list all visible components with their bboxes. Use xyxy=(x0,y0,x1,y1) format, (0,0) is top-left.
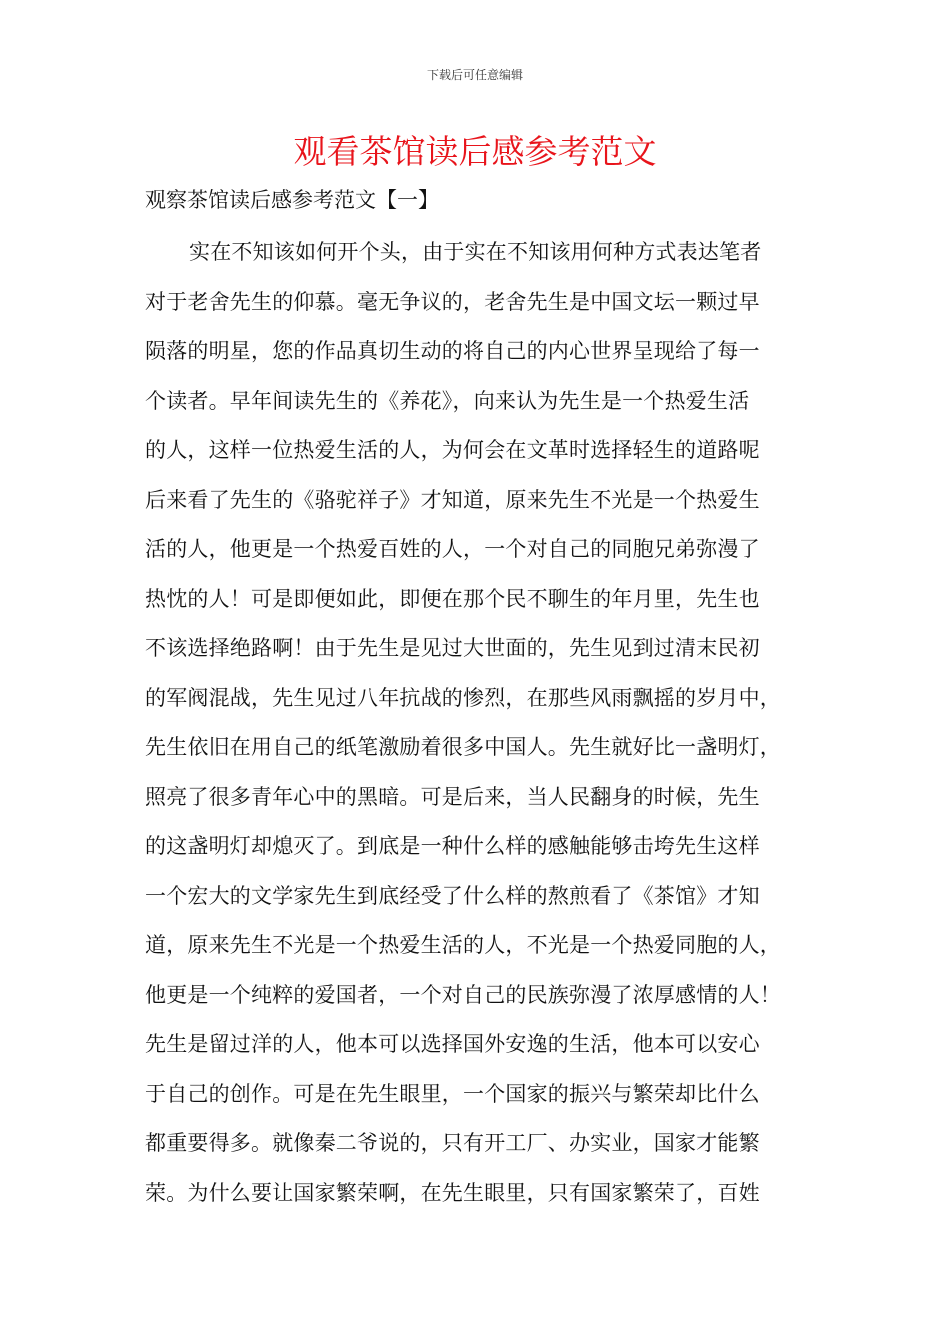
body-line: 的军阀混战，先生见过八年抗战的惨烈，在那些风雨飘摇的岁月中， xyxy=(145,685,781,710)
body-line: 他更是一个纯粹的爱国者，一个对自己的民族弥漫了浓厚感情的人！ xyxy=(145,982,781,1007)
header-note: 下载后可任意编辑 xyxy=(426,68,523,82)
body-line: 的人，这样一位热爱生活的人，为何会在文革时选择轻生的道路呢 xyxy=(145,438,760,462)
body-line: 照亮了很多青年心中的黑暗。可是后来，当人民翻身的时候，先生 xyxy=(145,784,760,809)
body-line: 不该选择绝路啊！由于先生是见过大世面的，先生见到过清末民初 xyxy=(145,636,760,660)
document-title: 观看茶馆读后感参考范文 xyxy=(293,132,657,171)
body-text xyxy=(145,234,805,1224)
body-line: 活的人，他更是一个热爱百姓的人，一个对自己的同胞兄弟弥漫了 xyxy=(145,537,760,561)
body-line: 道，原来先生不光是一个热爱生活的人，不光是一个热爱同胞的人， xyxy=(145,933,781,957)
body-line: 后来看了先生的《骆驼祥子》才知道，原来先生不光是一个热爱生 xyxy=(145,487,760,512)
body-line: 于自己的创作。可是在先生眼里，一个国家的振兴与繁荣却比什么 xyxy=(145,1081,760,1106)
body-line: 先生是留过洋的人，他本可以选择国外安逸的生活，他本可以安心 xyxy=(145,1032,760,1056)
body-line: 陨落的明星，您的作品真切生动的将自己的内心世界呈现给了每一 xyxy=(145,339,760,363)
body-line: 实在不知该如何开个头，由于实在不知该用何种方式表达笔者 xyxy=(189,240,762,264)
body-line: 的这盏明灯却熄灭了。到底是一种什么样的感触能够击垮先生这样 xyxy=(145,834,760,858)
body-line: 热忱的人！可是即便如此，即便在那个民不聊生的年月里，先生也 xyxy=(145,586,760,611)
section-heading: 观察茶馆读后感参考范文【一】 xyxy=(145,188,439,212)
body-line: 对于老舍先生的仰慕。毫无争议的，老舍先生是中国文坛一颗过早 xyxy=(145,289,760,314)
body-line: 一个宏大的文学家先生到底经受了什么样的熬煎看了《茶馆》才知 xyxy=(145,883,760,908)
body-line: 都重要得多。就像秦二爷说的，只有开工厂、办实业，国家才能繁 xyxy=(145,1131,760,1155)
body-line: 先生依旧在用自己的纸笔激励着很多中国人。先生就好比一盏明灯， xyxy=(145,735,781,759)
body-line: 个读者。早年间读先生的《养花》，向来认为先生是一个热爱生活 xyxy=(145,388,750,413)
body-line: 荣。为什么要让国家繁荣啊，在先生眼里，只有国家繁荣了，百姓 xyxy=(145,1180,760,1205)
